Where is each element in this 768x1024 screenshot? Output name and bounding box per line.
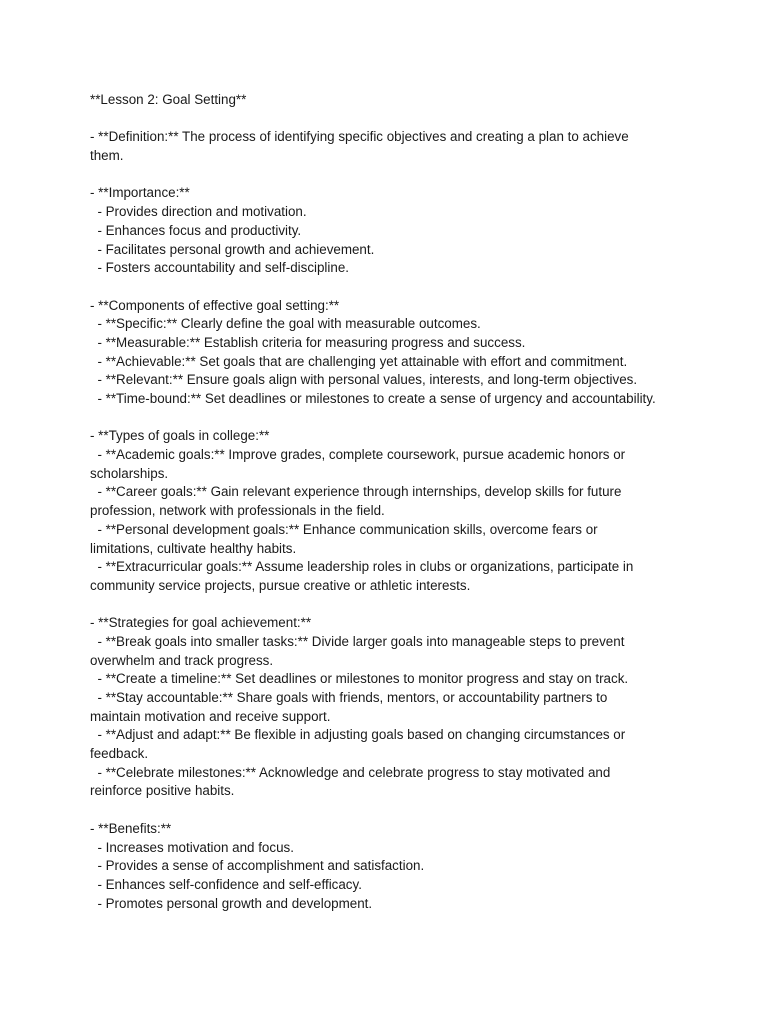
list-item: - Provides direction and motivation. [90,204,307,220]
document-body [90,91,690,913]
list-item-continuation: limitations, cultivate healthy habits. [90,540,297,556]
list-item: - **Achievable:** Set goals that are challenging yet attainable with effort and commitment. [90,353,628,369]
spacer [90,596,690,615]
list-item: - **Break goals into smaller tasks:** Divide larger goals into manageable steps to prevent [90,633,625,649]
definition-section [90,128,690,165]
list-item-continuation: profession, network with professionals in the field. [90,503,385,519]
section-heading: - **Benefits:** [90,820,172,836]
list-item-continuation: reinforce positive habits. [90,783,235,799]
spacer [90,409,690,428]
list-item: - **Extracurricular goals:** Assume leadership roles in clubs or organizations, participate in [90,559,634,575]
list-item: - Fosters accountability and self-discipline. [90,260,349,276]
list-item: - **Measurable:** Establish criteria for measuring progress and success. [90,334,526,350]
list-item: - **Celebrate milestones:** Acknowledge and celebrate progress to stay motivated and [90,764,611,780]
list-item-continuation: maintain motivation and receive support. [90,708,331,724]
components-section [90,297,690,409]
list-item: - **Relevant:** Ensure goals align with personal values, interests, and long-term objectives. [90,372,638,388]
list-item: - **Adjust and adapt:** Be flexible in adjusting goals based on changing circumstances or [90,727,626,743]
list-item: - **Personal development goals:** Enhance communication skills, overcome fears or [90,521,598,537]
list-item: - **Specific:** Clearly define the goal with measurable outcomes. [90,316,481,332]
definition-line: - **Definition:** The process of identifying specific objectives and creating a plan to achieve [90,129,629,145]
section-heading: - **Components of effective goal setting:** [90,297,340,313]
list-item: - **Time-bound:** Set deadlines or milestones to create a sense of urgency and accountability. [90,391,656,406]
list-item: - Facilitates personal growth and achievement. [90,241,375,257]
list-item-continuation: overwhelm and track progress. [90,652,274,668]
list-item: - **Stay accountable:** Share goals with friends, mentors, or accountability partners to [90,690,608,705]
definition-line: them. [90,148,124,164]
section-heading: - **Types of goals in college:** [90,428,270,444]
list-item: - **Create a timeline:** Set deadlines or milestones to monitor progress and stay on track. [90,671,629,687]
list-item: - Enhances focus and productivity. [90,222,302,238]
list-item: - Increases motivation and focus. [90,839,294,855]
importance-section [90,184,690,277]
spacer [90,278,690,297]
list-item: - **Academic goals:** Improve grades, complete coursework, pursue academic honors or [90,447,626,463]
list-item: - **Career goals:** Gain relevant experience through internships, develop skills for future [90,484,622,500]
strategies-section [90,614,690,801]
types-section [90,427,690,595]
section-heading: - **Importance:** [90,185,190,201]
spacer [90,801,690,820]
list-item: - Promotes personal growth and development. [90,895,373,911]
spacer [90,166,690,185]
list-item: - Provides a sense of accomplishment and satisfaction. [90,858,425,874]
list-item-continuation: feedback. [90,746,149,762]
list-item: - Enhances self-confidence and self-efficacy. [90,876,362,892]
section-heading: - **Strategies for goal achievement:** [90,615,312,631]
benefits-section [90,820,690,913]
list-item-continuation: community service projects, pursue creative or athletic interests. [90,577,471,593]
document-title: **Lesson 2: Goal Setting** [90,92,247,107]
list-item-continuation: scholarships. [90,465,169,481]
spacer [90,110,690,129]
